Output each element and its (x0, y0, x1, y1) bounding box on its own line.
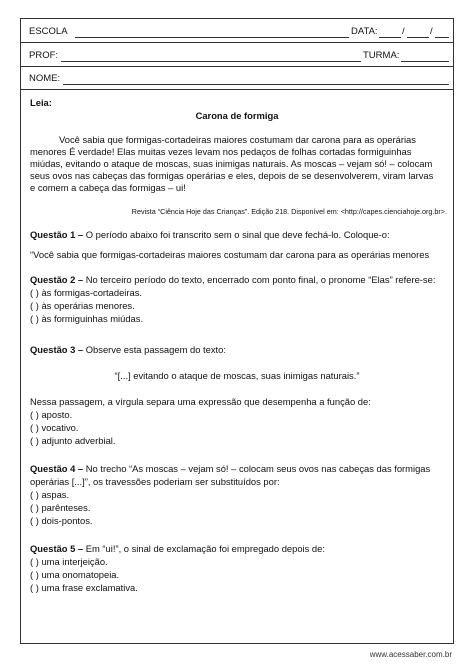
header-box (20, 18, 454, 90)
answer-option[interactable]: ( ) aposto. (30, 409, 73, 420)
leia-label: Leia: (30, 97, 52, 108)
question-4 (30, 463, 430, 475)
question-2-text: No terceiro período do texto, encerrado com ponto final, o pronome “Elas” refere-se: (83, 274, 436, 285)
question-1-label: Questão 1 – (30, 229, 84, 240)
question-4-text: No trecho “As moscas – vejam só! – colocam seus ovos nas cabeças das formigas (83, 463, 431, 474)
content-box (20, 90, 454, 644)
answer-option[interactable]: ( ) aspas. (30, 489, 70, 500)
answer-option[interactable]: ( ) parênteses. (30, 502, 91, 513)
nome-line[interactable] (63, 84, 449, 85)
answer-option[interactable]: ( ) às formigas-cortadeiras. (30, 287, 143, 298)
question-1-quote: “Você sabia que formigas-cortadeiras maiores costumam dar carona para as operárias menores (30, 249, 430, 260)
answer-option[interactable]: ( ) uma interjeição. (30, 556, 108, 567)
divider (21, 66, 453, 67)
answer-option[interactable]: ( ) uma frase exclamativa. (30, 582, 138, 593)
nome-label: NOME: (29, 73, 61, 84)
question-3-quote: “[...] evitando o ataque de moscas, suas inimigas naturais.” (114, 370, 360, 381)
paragraph-line: menores É verdade! Elas muitas vezes levam nos pedaços de folhas cortadas formiguinhas (30, 146, 412, 157)
question-3-label: Questão 3 – (30, 344, 84, 355)
answer-option[interactable]: ( ) uma onomatopeia. (30, 569, 120, 580)
prof-label: PROF: (29, 50, 59, 61)
date-slash: / (402, 26, 405, 37)
turma-label: TURMA: (363, 50, 400, 61)
data-label: DATA: (351, 26, 378, 37)
question-5 (30, 543, 325, 555)
question-3-text: Observe esta passagem do texto: (83, 344, 226, 355)
text-title: Carona de formiga (195, 110, 279, 121)
question-4-label: Questão 4 – (30, 463, 84, 474)
answer-option[interactable]: ( ) às operárias menores. (30, 300, 135, 311)
question-4-text-cont: operárias [...]”, os travessões poderiam ser substituídos por: (30, 476, 280, 487)
question-1 (30, 229, 390, 241)
turma-line[interactable] (401, 61, 449, 62)
data-day-line[interactable] (379, 37, 401, 38)
paragraph-line: Você sabia que formigas-cortadeiras maiores costumam dar carona para as operárias (59, 134, 416, 145)
paragraph-line: e comem a cabeça das formigas – ui! (30, 182, 186, 193)
question-1-text: O período abaixo foi transcrito sem o sinal que deve fechá-lo. Coloque-o: (83, 229, 390, 240)
answer-option[interactable]: ( ) às formiguinhas miúdas. (30, 313, 144, 324)
answer-option[interactable]: ( ) vocativo. (30, 422, 79, 433)
data-month-line[interactable] (407, 37, 429, 38)
question-2 (30, 274, 435, 286)
question-3-prompt: Nessa passagem, a vírgula separa uma expressão que desempenha a função de: (30, 396, 371, 407)
paragraph-line: seus ovos nas cabeças das formigas operárias e eles, depois de se desenvolverem, viram larvas (30, 170, 434, 181)
footer-url[interactable]: www.acessaber.com.br (369, 650, 452, 659)
question-5-label: Questão 5 – (30, 543, 84, 554)
date-slash: / (430, 26, 433, 37)
answer-option[interactable]: ( ) adjunto adverbial. (30, 435, 116, 446)
paragraph-line: miúdas, evitando o ataque de moscas, suas inimigas naturais. As moscas – vejam só! – colocam (30, 158, 433, 169)
divider (21, 42, 453, 43)
escola-label: ESCOLA (29, 26, 68, 37)
answer-option[interactable]: ( ) dois-pontos. (30, 515, 93, 526)
question-2-label: Questão 2 – (30, 274, 84, 285)
question-3 (30, 344, 226, 356)
data-year-line[interactable] (435, 37, 449, 38)
escola-line[interactable] (75, 37, 349, 38)
question-5-text: Em “ui!”, o sinal de exclamação foi empregado depois de: (83, 543, 325, 554)
source-citation: Revista “Ciência Hoje das Crianças”. Edição 218. Disponível em: <http://capes.cienciahoje.org.br>. (131, 207, 447, 216)
prof-line[interactable] (61, 61, 361, 62)
